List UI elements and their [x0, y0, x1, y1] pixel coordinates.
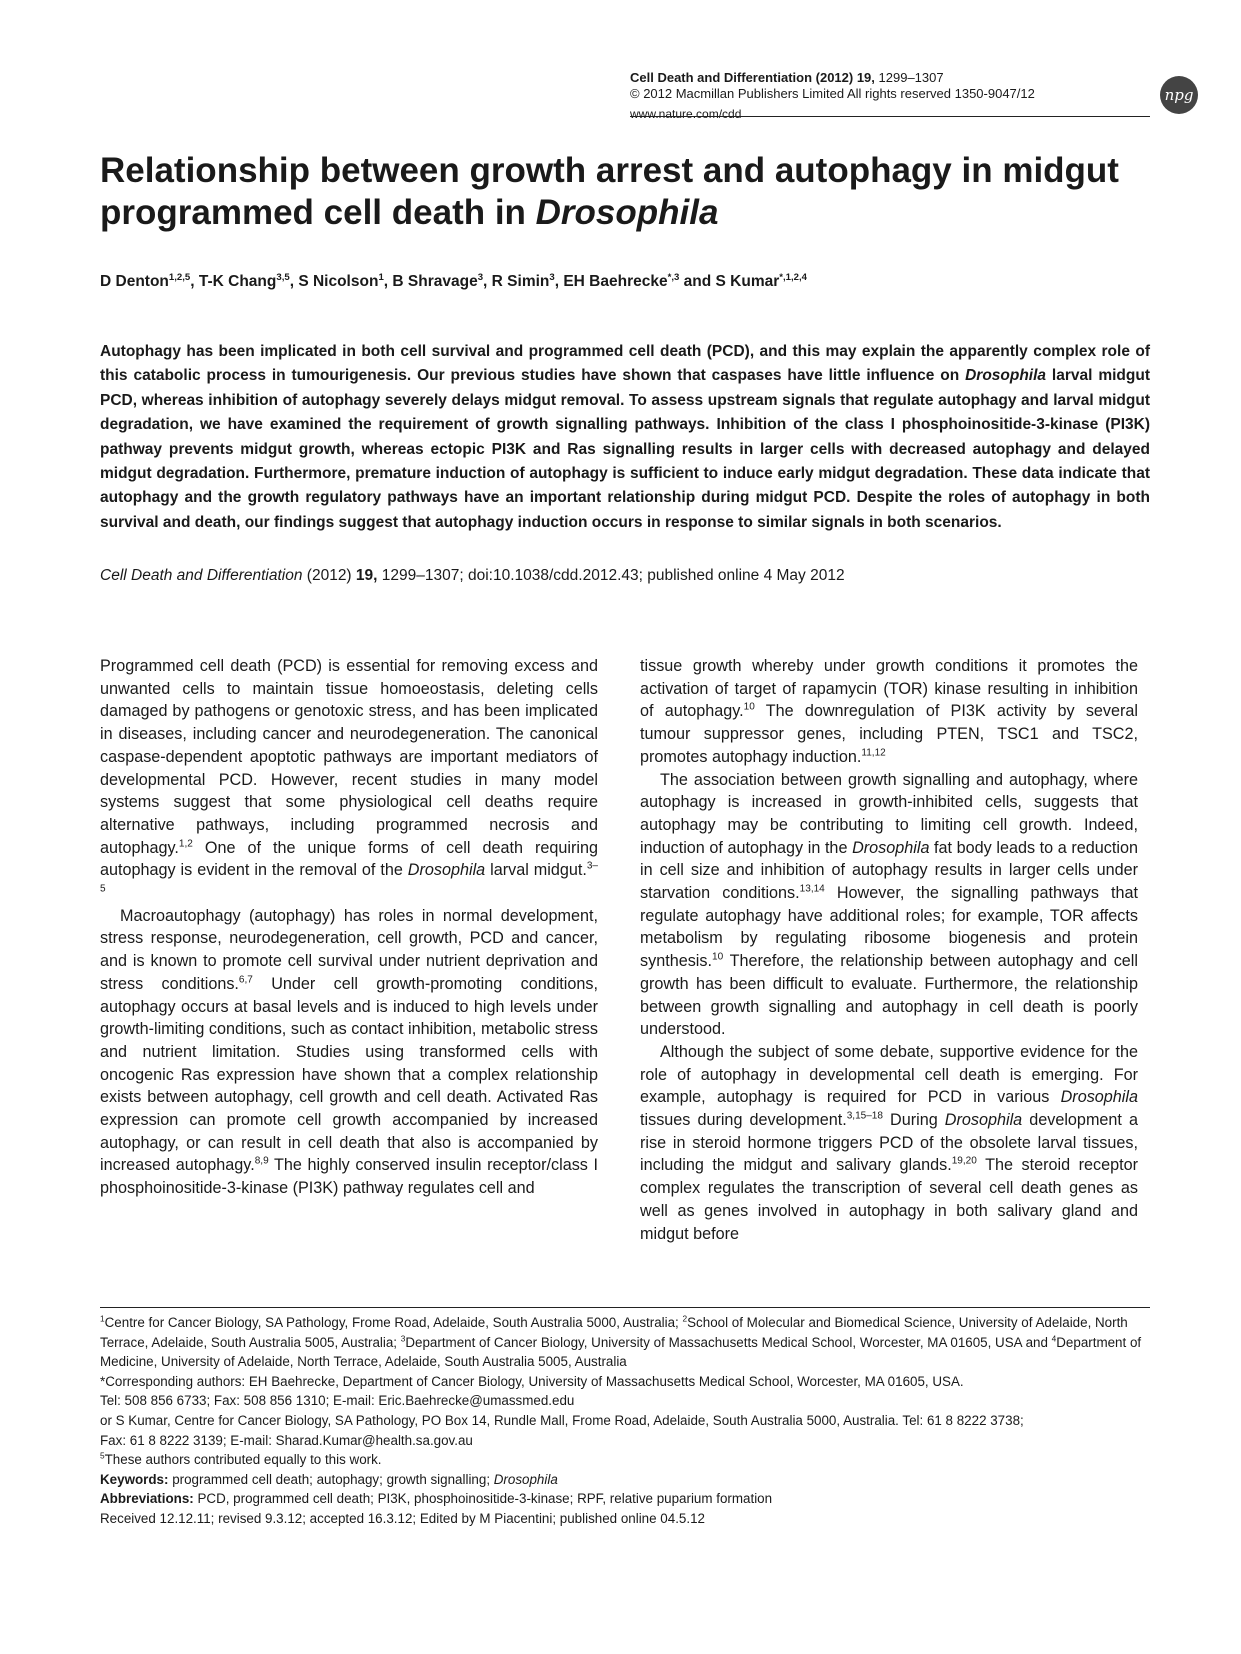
copyright-line: © 2012 Macmillan Publishers Limited All rights reserved 1350-9047/12 — [630, 86, 1035, 101]
affiliation-number: 4 — [1051, 1333, 1057, 1344]
article-title — [100, 150, 1160, 234]
journal-line — [630, 70, 1150, 86]
author-affiliation: *,3 — [667, 271, 680, 283]
author: S Kumar — [715, 273, 780, 290]
keywords-text: programmed cell death; autophagy; growth signalling; — [168, 1471, 494, 1487]
body-paragraph — [100, 655, 598, 905]
body-text: Programmed cell death (PCD) is essential for removing excess and unwanted cells to maintain tissue homoeostasis, deleting cells damaged by pathogens or genotoxic stress, and has been implicated in diseases, including cancer and neurodegeneration. The canonical caspase-dependent apoptotic pathways are important mediators of developmental PCD. However, recent studies in many model systems suggest that some physiological cell deaths require alternative pathways, including programmed necrosis and autophagy. — [100, 657, 598, 857]
author: D Denton — [100, 273, 169, 290]
received-dates: Received 12.12.11; revised 9.3.12; accepted 16.3.12; Edited by M Piacentini; published online 04.5.12 — [100, 1510, 705, 1526]
citation-year: (2012) — [302, 567, 356, 584]
reference-superscript: 10 — [711, 951, 724, 963]
author: S Nicolson — [298, 273, 379, 290]
contact-kumar[interactable]: Fax: 61 8 8222 3139; E-mail: Sharad.Kumar@health.sa.gov.au — [100, 1432, 473, 1448]
body-text: The highly conserved insulin receptor/class I phosphoinositide-3-kinase (PI3K) pathway regulates cell and — [100, 1156, 599, 1198]
reference-superscript: 8,9 — [254, 1156, 269, 1168]
author: B Shravage — [392, 273, 478, 290]
corresponding-authors: *Corresponding authors: EH Baehrecke, Department of Cancer Biology, University of Massachusetts Medical School, Worcester, MA 01605, USA. — [100, 1373, 964, 1389]
author-affiliation: *,1,2,4 — [779, 271, 808, 283]
affiliations — [100, 1313, 1150, 1372]
reference-superscript: 10 — [743, 702, 755, 714]
author-separator: , — [289, 273, 299, 290]
affiliation-text: Department of Medicine, University of Adelaide, North Terrace, Adelaide, South Australia 5005, Australia — [100, 1334, 1142, 1370]
journal-name: Cell Death and Differentiation (2012) 19, — [630, 70, 875, 85]
body-paragraph — [640, 1041, 1138, 1245]
body-italic: Drosophila — [852, 838, 930, 857]
author-affiliation: 3,5 — [276, 271, 290, 283]
body-text: Under cell growth-promoting conditions, autophagy occurs at basal levels and is induced to high levels under growth-limiting conditions, such as contact inhibition, metabolic stress and nutrient limitation. Studies using transformed cells with oncogenic Ras expression have shown that a complex relationship exists between autophagy, cell growth and cell death. Activated Ras expression can promote cell growth accompanied by increased autophagy, or can result in cell death that also is accompanied by increased autophagy. — [100, 974, 599, 1175]
reference-superscript: 6,7 — [238, 974, 253, 986]
author-separator: , — [554, 273, 564, 290]
abstract — [100, 340, 1150, 535]
journal-header — [630, 70, 1150, 122]
affiliation-number: 1 — [100, 1313, 105, 1324]
body-text: The downregulation of PI3K activity by several tumour suppressor genes, including PTEN, TSC1 and TSC2, promotes autophagy induction. — [640, 702, 1138, 766]
body-text: development a rise in steroid hormone triggers PCD of the obsolete larval tissues, including the midgut and salivary glands. — [640, 1111, 1138, 1175]
citation-rest: 1299–1307; doi:10.1038/cdd.2012.43; published online 4 May 2012 — [377, 567, 845, 584]
keywords-italic: Drosophila — [493, 1471, 558, 1487]
reference-superscript: 19,20 — [951, 1156, 977, 1168]
author-separator: , — [383, 273, 393, 290]
reference-superscript: 1,2 — [178, 838, 193, 850]
abstract-text: larval midgut PCD, whereas inhibition of autophagy severely delays midgut removal. To assess upstream signals that regulate autophagy and larval midgut degradation, we have examined the requirement of growth signalling pathways. Inhibition of the class I phosphoinositide-3-kinase (PI3K) pathway prevents midgut growth, whereas ectopic PI3K and Ras signalling results in larger cells with decreased autophagy and delayed midgut degradation. Furthermore, premature induction of autophagy is sufficient to induce early midgut degradation. These data indicate that autophagy and the growth regulatory pathways have an important relationship during midgut PCD. Despite the roles of autophagy in both survival and death, our findings suggest that autophagy induction occurs in response to similar signals in both scenarios. — [100, 367, 1150, 531]
author-separator: , — [483, 273, 492, 290]
abstract-italic: Drosophila — [965, 367, 1047, 385]
affiliation-number: 2 — [682, 1313, 688, 1324]
body-text: One of the unique forms of cell death requiring autophagy is evident in the removal of the — [100, 838, 598, 880]
body-text: larval midgut. — [485, 861, 587, 880]
abstract-text: Autophagy has been implicated in both cell survival and programmed cell death (PCD), and this may explain the apparently complex role of this catabolic process in tumourigenesis. Our previous studies have shown that caspases have little influence on — [100, 343, 1150, 385]
header-rule — [630, 116, 1150, 117]
body-text: Therefore, the relationship between autophagy and cell growth has been difficult to evaluate. Furthermore, the relationship between growth signalling and autophagy in cell death is poorly understood. — [640, 952, 1138, 1039]
body-text: During — [882, 1111, 945, 1130]
body-paragraph — [640, 655, 1138, 769]
reference-superscript: 3,15–18 — [846, 1110, 883, 1122]
corresponding-kumar: or S Kumar, Centre for Cancer Biology, SA Pathology, PO Box 14, Rundle Mall, Frome Road, Adelaide, South Australia 5000, Australia. Tel: 61 8 8222 3738; — [100, 1412, 1024, 1428]
equal-contribution — [100, 1450, 1150, 1470]
body-italic: Drosophila — [407, 861, 486, 880]
body-text: The steroid receptor complex regulates the transcription of several cell death genes as well as genes involved in autophagy in both salivary gland and midgut before — [640, 1156, 1138, 1243]
author-and: and — [679, 273, 716, 290]
author-affiliation: 1 — [378, 271, 384, 283]
footnotes — [100, 1313, 1150, 1529]
body-column-right — [640, 655, 1138, 1245]
body-italic: Drosophila — [944, 1111, 1023, 1130]
author-list — [100, 273, 1160, 291]
affiliation-text: Centre for Cancer Biology, SA Pathology, Frome Road, Adelaide, South Australia 5000, Australia; — [104, 1315, 683, 1330]
page-range: 1299–1307 — [878, 70, 944, 85]
affiliation-text: School of Molecular and Biomedical Science, University of Adelaide, North Terrace, Adelaide, South Australia 5005, Australia; — [100, 1315, 1128, 1350]
author-affiliation: 3 — [477, 271, 484, 283]
affiliation-number: 3 — [400, 1333, 406, 1344]
abbreviations-label: Abbreviations: — [100, 1491, 194, 1507]
reference-superscript: 3–5 — [100, 860, 599, 895]
citation-volume: 19, — [355, 567, 378, 584]
citation-line — [100, 564, 1150, 588]
reference-superscript: 13,14 — [799, 883, 825, 895]
author: EH Baehrecke — [563, 273, 668, 290]
author: T-K Chang — [198, 273, 277, 290]
body-text: The association between growth signalling and autophagy, where autophagy is increased in growth-inhibited cells, suggests that autophagy may be contributing to limiting cell growth. Indeed, induction of autophagy in the — [640, 770, 1138, 857]
author-affiliation: 3 — [549, 271, 555, 283]
reference-superscript: 11,12 — [861, 747, 886, 759]
author-separator: , — [190, 273, 199, 290]
body-italic: Drosophila — [1060, 1088, 1138, 1107]
equal-contribution-text: These authors contributed equally to this work. — [104, 1452, 382, 1468]
body-text: tissues during development. — [640, 1111, 847, 1130]
title-italic: Drosophila — [535, 193, 719, 232]
keywords-label: Keywords: — [100, 1471, 169, 1487]
body-text: Although the subject of some debate, supportive evidence for the role of autophagy in developmental cell death is emerging. For example, autophagy is required for PCD in various — [640, 1042, 1138, 1107]
footnote-rule — [100, 1307, 1150, 1308]
abbreviations-text: PCD, programmed cell death; PI3K, phosphoinositide-3-kinase; RPF, relative puparium formation — [193, 1491, 773, 1507]
body-text: fat body leads to a reduction in cell size and inhibition of autophagy results in larger cells under starvation conditions. — [640, 838, 1138, 903]
body-text: Macroautophagy (autophagy) has roles in normal development, stress response, neurodegeneration, cell growth, PCD and cancer, and is known to promote cell survival under nutrient deprivation and stress conditions. — [100, 906, 598, 993]
author-affiliation: 1,2,5 — [168, 271, 191, 283]
keywords — [100, 1470, 1150, 1490]
npg-logo: npg — [1160, 76, 1198, 114]
abbreviations — [100, 1489, 1150, 1509]
body-paragraph — [100, 905, 598, 1200]
body-text: However, the signalling pathways that regulate autophagy have additional roles; for example, TOR affects metabolism by regulating ribosome biogenesis and protein synthesis. — [640, 884, 1138, 971]
affiliation-text: Department of Cancer Biology, University of Massachusetts Medical School, Worcester, MA 01605, USA and — [405, 1334, 1052, 1350]
journal-url[interactable]: www.nature.com/cdd — [630, 107, 742, 121]
affiliation-number: 5 — [100, 1450, 105, 1461]
author: R Simin — [491, 273, 550, 290]
body-paragraph — [640, 769, 1138, 1041]
body-text: tissue growth whereby under growth conditions it promotes the activation of target of rapamycin (TOR) kinase resulting in inhibition of autophagy. — [640, 657, 1138, 721]
body-column-left — [100, 655, 598, 1200]
contact-baehrecke[interactable]: Tel: 508 856 6733; Fax: 508 856 1310; E-mail: Eric.Baehrecke@umassmed.edu — [100, 1393, 575, 1409]
title-main: Relationship between growth arrest and autophagy in midgut programmed cell death in — [100, 151, 1119, 232]
citation-journal: Cell Death and Differentiation — [100, 567, 303, 584]
